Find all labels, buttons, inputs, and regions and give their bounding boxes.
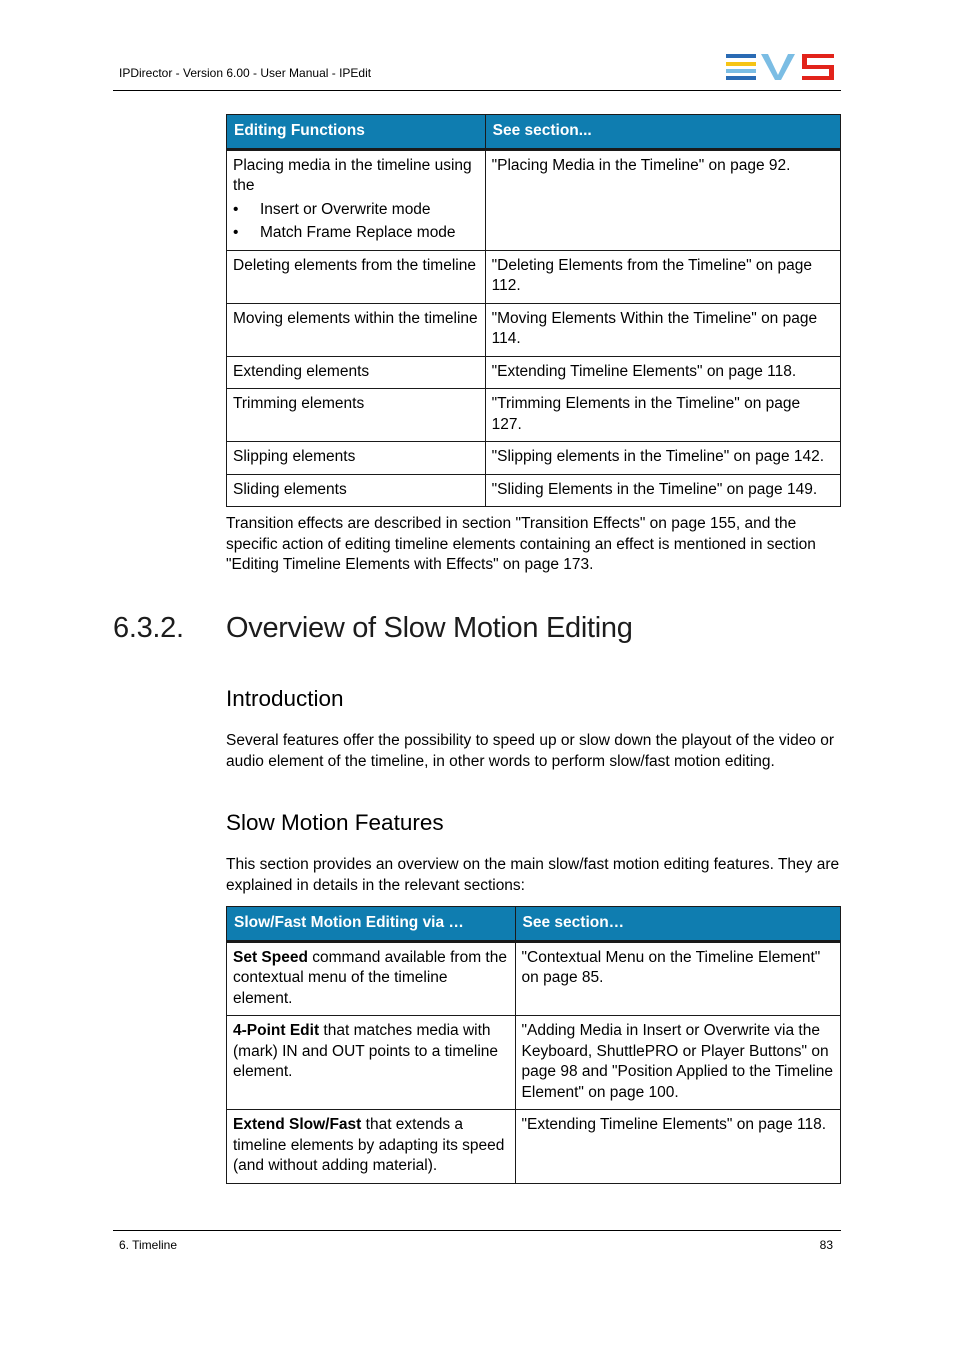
column-header: Editing Functions [227, 115, 486, 150]
cell-text: Placing media in the timeline using the [233, 156, 472, 194]
slow-motion-table [226, 906, 841, 1184]
introduction-paragraph: Several features offer the possibility to speed up or slow down the playout of the video or audio element of the timeline, in other words to perform slow/fast motion editing. [226, 732, 835, 770]
column-header: See section... [485, 115, 840, 150]
section-title: Overview of Slow Motion Editing [226, 612, 633, 644]
list-item [233, 200, 479, 221]
transition-paragraph: Transition effects are described in section "Transition Effects" on page 155, and the specific action of editing timeline elements containing an effect is mentioned in section "Editing Timeline Elements with Effects" on page 173. [226, 515, 816, 573]
table-cell [227, 941, 516, 1016]
feature-description: that matches media with (mark) IN and OUT points to a timeline element. [233, 1022, 499, 1080]
table-cell: Moving elements within the timeline [227, 303, 486, 356]
table-cell: "Extending Timeline Elements" on page 118. [515, 1110, 840, 1184]
table-row [227, 1016, 841, 1110]
table-cell: Sliding elements [227, 474, 486, 507]
table-cell [227, 149, 486, 250]
bullet-icon: • [233, 224, 239, 241]
section-number: 6.3.2. [113, 612, 184, 644]
running-header-title: IPDirector - Version 6.00 - User Manual - IPEdit [119, 66, 372, 80]
bullet-icon: • [233, 200, 239, 218]
table-cell: "Contextual Menu on the Timeline Element" on page 85. [515, 941, 840, 1016]
table-cell: "Extending Timeline Elements" on page 118. [485, 356, 840, 389]
table-row [227, 303, 841, 356]
feature-name: Set Speed [233, 948, 308, 966]
table-cell: "Moving Elements Within the Timeline" on page 114. [485, 303, 840, 356]
feature-name: 4-Point Edit [233, 1022, 320, 1039]
list-item [233, 223, 479, 244]
table-cell: "Adding Media in Insert or Overwrite via the Keyboard, ShuttlePRO or Player Buttons" on page 98 and "Position Applied to the Timeline Element" on page 100. [515, 1016, 840, 1110]
table-header-row [227, 907, 841, 942]
table-row [227, 250, 841, 303]
footer-chapter: 6. Timeline [119, 1238, 178, 1252]
header-divider [113, 90, 841, 91]
slow-motion-features-paragraph: This section provides an overview on the main slow/fast motion editing features. They are explained in details in the relevant sections: [226, 856, 840, 894]
table-cell: "Deleting Elements from the Timeline" on page 112. [485, 250, 840, 303]
column-header: See section… [515, 907, 840, 942]
footer-divider [113, 1230, 841, 1231]
section-heading [113, 612, 633, 645]
page-number: 83 [819, 1238, 833, 1252]
table-cell: Extending elements [227, 356, 486, 389]
table-cell: "Trimming Elements in the Timeline" on page 127. [485, 389, 840, 442]
list-item-text: Match Frame Replace mode [260, 224, 456, 241]
table-row [227, 941, 841, 1016]
slow-motion-features-heading: Slow Motion Features [226, 810, 444, 835]
evs-logo [726, 53, 834, 81]
feature-description: that extends a timeline elements by adapting its speed (and without adding material). [233, 1116, 505, 1174]
table-row [227, 474, 841, 507]
table-row [227, 149, 841, 250]
editing-functions-table [226, 114, 841, 507]
feature-name: Extend Slow/Fast [233, 1116, 362, 1133]
table-cell: Trimming elements [227, 389, 486, 442]
table-cell: Deleting elements from the timeline [227, 250, 486, 303]
table-cell: "Sliding Elements in the Timeline" on page 149. [485, 474, 840, 507]
list-item-text: Insert or Overwrite mode [260, 200, 431, 218]
table-row [227, 356, 841, 389]
table-cell: "Placing Media in the Timeline" on page 92. [485, 149, 840, 250]
introduction-heading: Introduction [226, 686, 344, 711]
table-cell: Slipping elements [227, 442, 486, 475]
table-row [227, 389, 841, 442]
feature-description: command available from the contextual menu of the timeline element. [233, 948, 507, 1007]
table-cell [227, 1110, 516, 1184]
table-cell: "Slipping elements in the Timeline" on page 142. [485, 442, 840, 475]
column-header: Slow/Fast Motion Editing via … [227, 907, 516, 942]
table-row [227, 442, 841, 475]
table-header-row [227, 115, 841, 150]
table-row [227, 1110, 841, 1184]
table-cell [227, 1016, 516, 1110]
